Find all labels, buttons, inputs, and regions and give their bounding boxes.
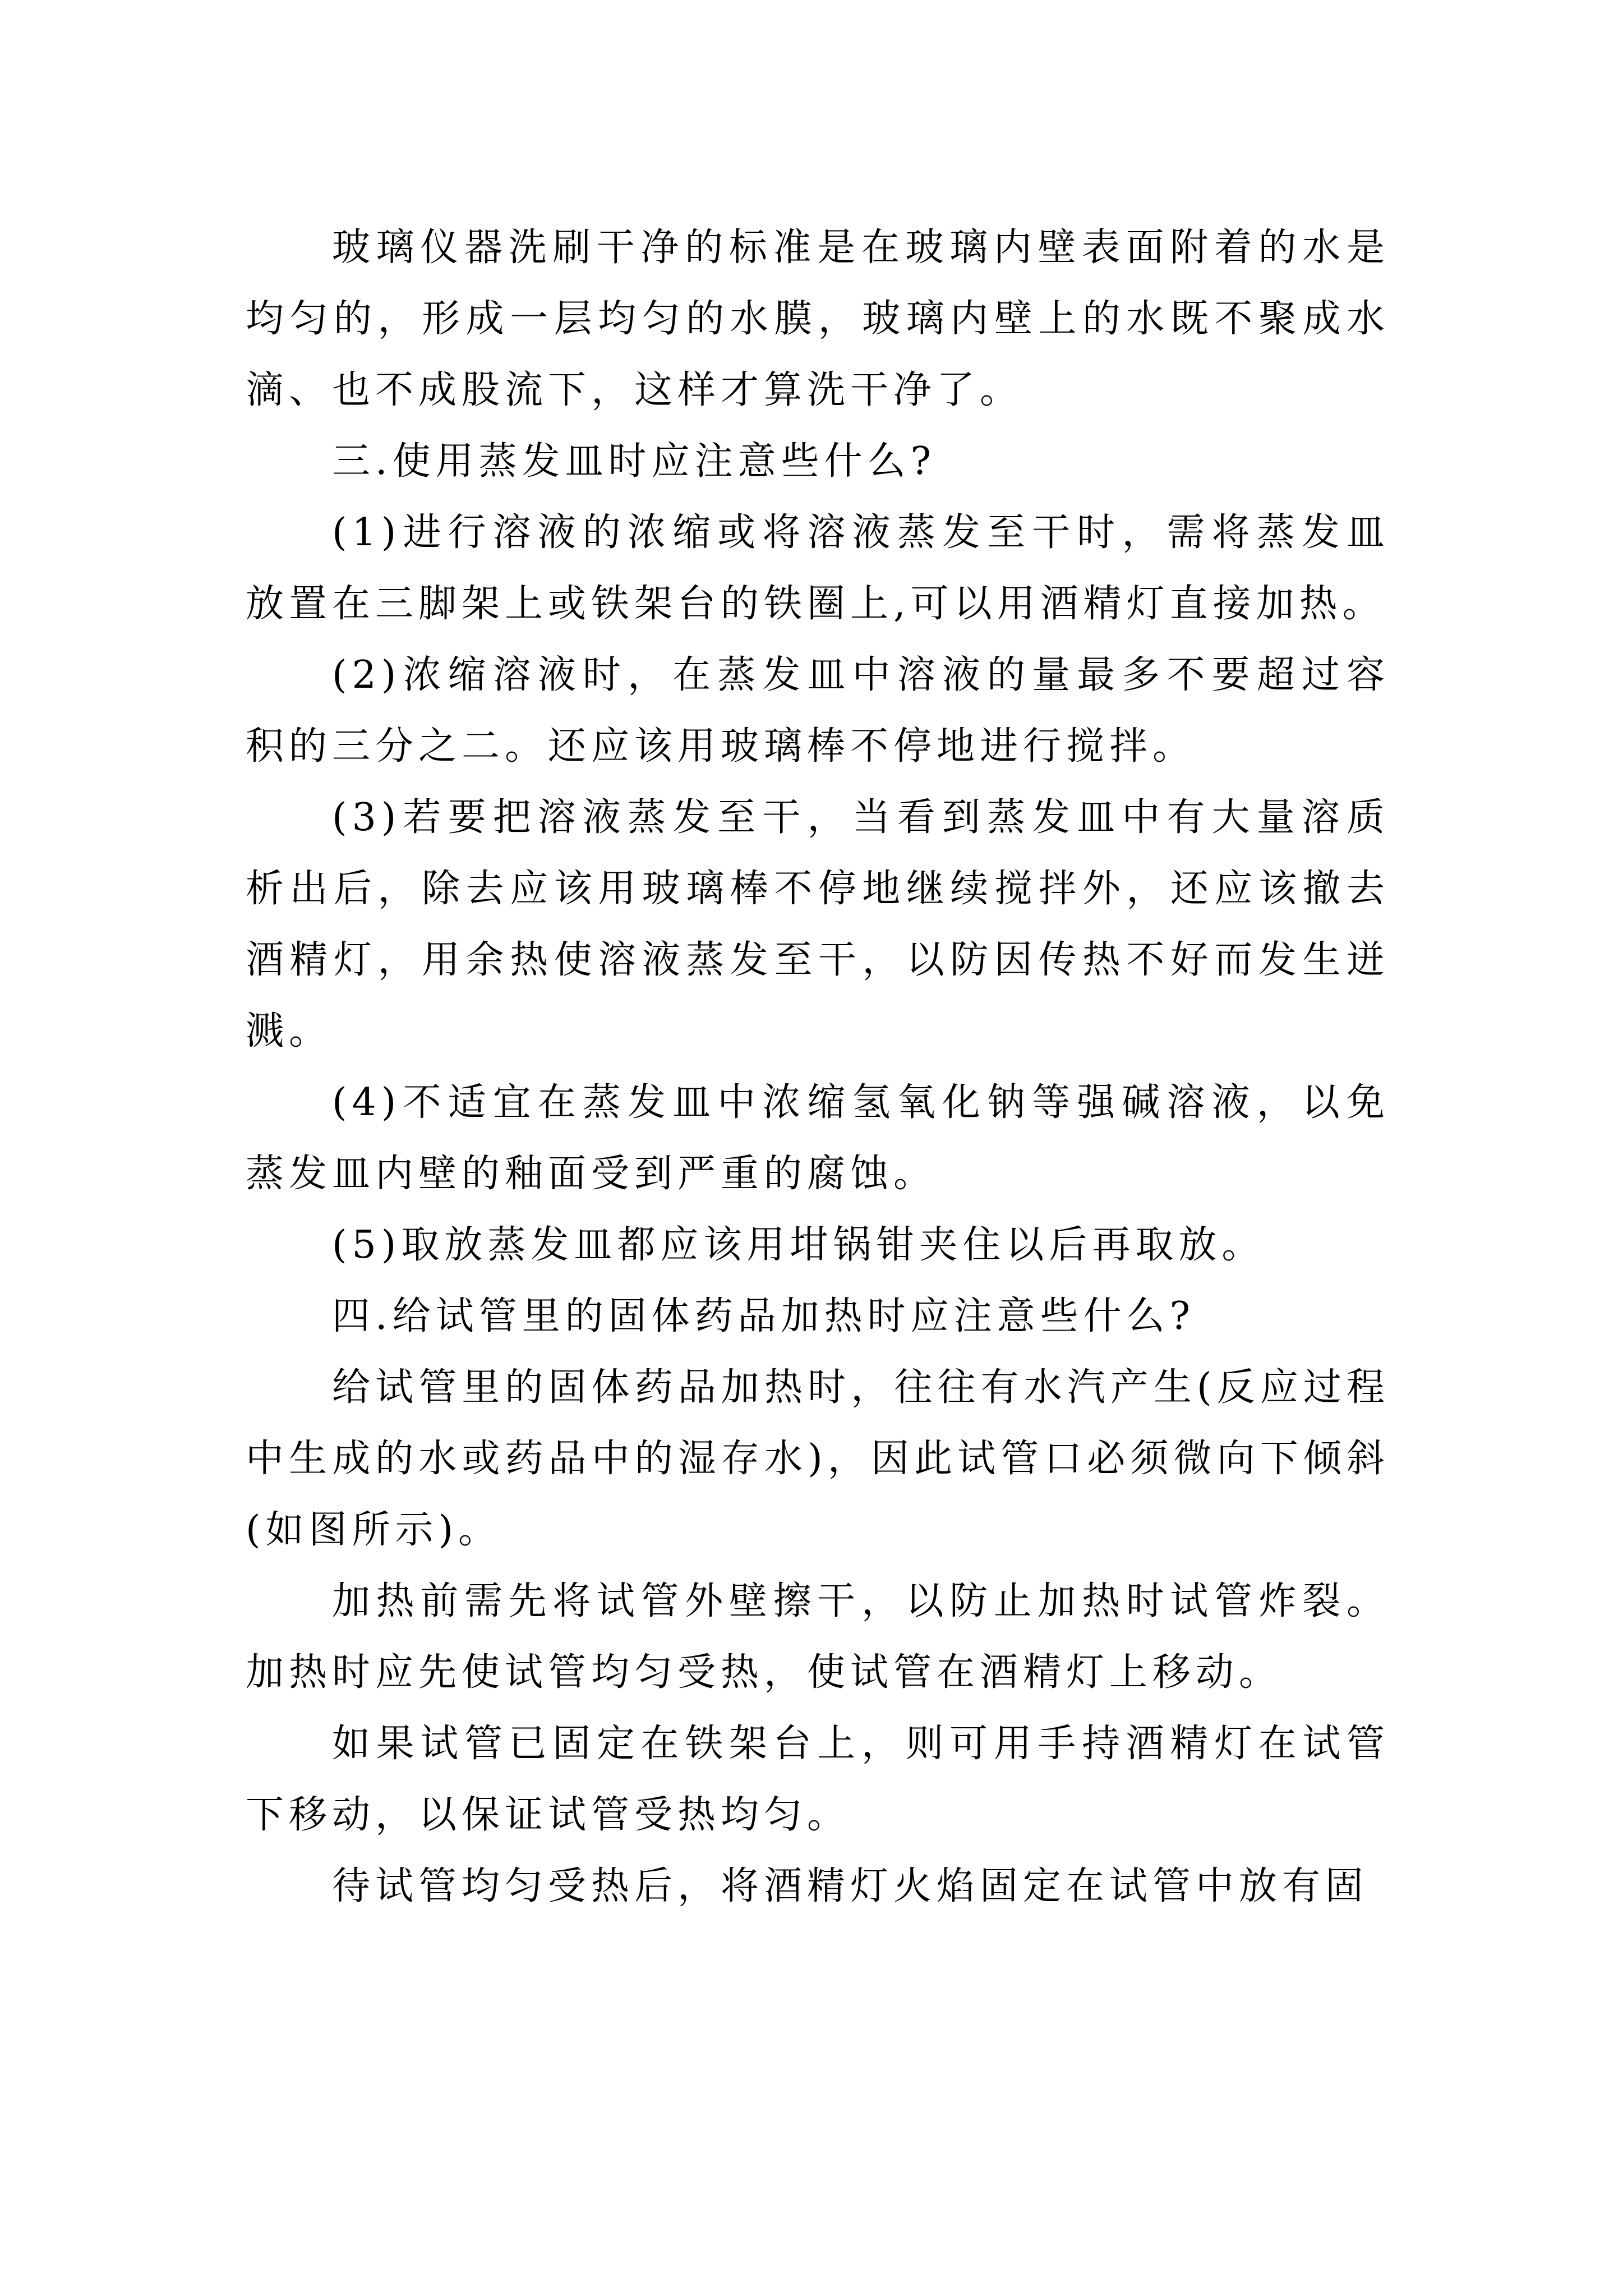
heading-heating-test-tube: 四.给试管里的固体药品加热时应注意些什么? — [332, 1294, 1196, 1338]
paragraph-dish-point-4: (4)不适宜在蒸发皿中浓缩氢氧化钠等强碱溶液，以免蒸发皿内壁的釉面受到严重的腐蚀。 — [246, 1080, 1390, 1196]
paragraph-tube-flame: 待试管均匀受热后，将酒精灯火焰固定在试管中放有固 — [332, 1864, 1369, 1908]
paragraph-dish-point-1: (1)进行溶液的浓缩或将溶液蒸发至干时，需将蒸发皿放置在三脚架上或铁架台的铁圈上,可以用酒精灯直接加热。 — [246, 510, 1390, 626]
document-body — [246, 212, 1390, 1922]
heading-evaporating-dish: 三.使用蒸发皿时应注意些什么? — [332, 439, 937, 484]
paragraph-tube-fixed: 如果试管已固定在铁架台上，则可用手持酒精灯在试管下移动，以保证试管受热均匀。 — [246, 1722, 1390, 1837]
paragraph-dish-point-3: (3)若要把溶液蒸发至干，当看到蒸发皿中有大量溶质析出后，除去应该用玻璃棒不停地继续搅拌外，还应该撤去酒精灯，用余热使溶液蒸发至干，以防因传热不好而发生迸溅。 — [246, 795, 1390, 1053]
paragraph-tube-preheat: 加热前需先将试管外壁擦干，以防止加热时试管炸裂。加热时应先使试管均匀受热，使试管在酒精灯上移动。 — [246, 1579, 1390, 1695]
paragraph-glass-cleaning-standard: 玻璃仪器洗刷干净的标准是在玻璃内壁表面附着的水是均匀的，形成一层均匀的水膜，玻璃内壁上的水既不聚成水滴、也不成股流下，这样才算洗干净了。 — [246, 226, 1390, 412]
paragraph-dish-point-5: (5)取放蒸发皿都应该用坩锅钳夹住以后再取放。 — [332, 1223, 1265, 1267]
paragraph-dish-point-2: (2)浓缩溶液时，在蒸发皿中溶液的量最多不要超过容积的三分之二。还应该用玻璃棒不停地进行搅拌。 — [246, 653, 1390, 769]
paragraph-tube-tilt: 给试管里的固体药品加热时，往往有水汽产生(反应过程中生成的水或药品中的湿存水)，因此试管口必须微向下倾斜(如图所示)。 — [246, 1365, 1390, 1552]
